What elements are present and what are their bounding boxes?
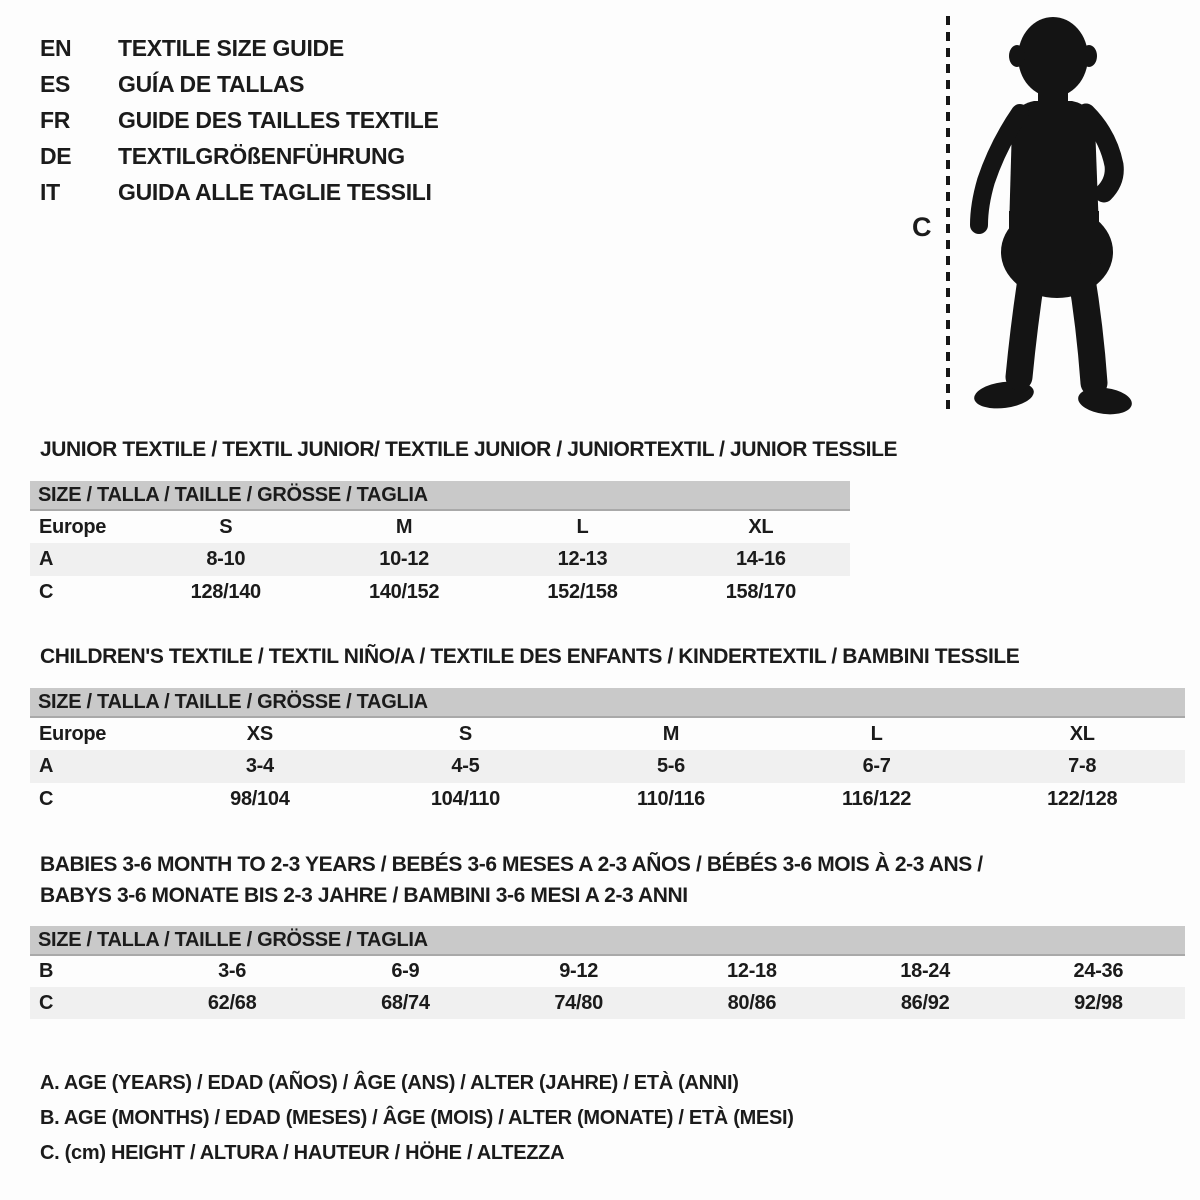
value-cell: 92/98 [1074, 991, 1123, 1014]
value-cell: 6-9 [391, 960, 420, 982]
table-row [30, 717, 1185, 750]
language-title: GUIDE DES TAILLES TEXTILE [118, 106, 439, 133]
height-measure-dashed-line [946, 16, 950, 416]
table-row [30, 783, 1185, 816]
value-cell: 3-4 [245, 755, 274, 777]
legend-line-c: C. (cm) HEIGHT / ALTURA / HAUTEUR / HÖHE / ALTEZZA [40, 1142, 565, 1164]
row-label: B [39, 960, 54, 982]
section-title-line: BABYS 3-6 MONATE BIS 2-3 JAHRE / BAMBINI 3-6 MESI A 2-3 ANNI [40, 884, 688, 907]
value-cell: 18-24 [900, 960, 950, 982]
size-cell: S [219, 515, 233, 538]
section-title-line: BABIES 3-6 MONTH TO 2-3 YEARS / BEBÉS 3-6 MESES A 2-3 AÑOS / BÉBÉS 3-6 MOIS À 2-3 ANS / [40, 853, 983, 876]
size-header-band [30, 481, 850, 510]
table-row [30, 987, 1185, 1019]
children-size-table [30, 688, 1185, 816]
section-title-line: JUNIOR TEXTILE / TEXTIL JUNIOR/ TEXTILE JUNIOR / JUNIORTEXTIL / JUNIOR TESSILE [40, 438, 898, 461]
value-cell: 122/128 [1047, 788, 1118, 810]
size-header-label: SIZE / TALLA / TAILLE / GRÖSSE / TAGLIA [30, 481, 850, 510]
language-code: IT [40, 178, 60, 205]
value-cell: 4-5 [451, 755, 480, 777]
row-label: A [39, 755, 54, 777]
language-title: TEXTILE SIZE GUIDE [118, 34, 344, 61]
babies-size-table [30, 926, 1185, 1019]
value-cell: 68/74 [381, 991, 430, 1014]
value-cell: 3-6 [218, 960, 247, 982]
language-row [40, 174, 439, 210]
value-cell: 7-8 [1068, 755, 1097, 777]
language-row [40, 138, 439, 174]
size-header-band [30, 688, 1185, 717]
value-cell: 8-10 [206, 548, 246, 570]
size-cell: L [870, 722, 883, 745]
value-cell: 24-36 [1073, 960, 1124, 982]
table-row [30, 576, 850, 609]
value-cell: 10-12 [379, 548, 429, 570]
value-cell: 12-18 [727, 960, 777, 982]
junior-size-table [30, 481, 850, 609]
value-cell: 12-13 [557, 548, 608, 570]
size-cell: M [662, 722, 680, 745]
value-cell: 152/158 [547, 581, 618, 603]
value-cell: 86/92 [900, 991, 950, 1014]
language-code: FR [40, 106, 71, 133]
table-row [30, 543, 850, 576]
language-code: ES [40, 70, 71, 97]
size-cell: M [395, 515, 413, 538]
value-cell: 14-16 [735, 548, 786, 570]
table-row [30, 510, 850, 543]
row-label: C [39, 581, 54, 603]
table-row [30, 955, 1185, 987]
section-title-line: CHILDREN'S TEXTILE / TEXTIL NIÑO/A / TEXTILE DES ENFANTS / KINDERTEXTIL / BAMBINI TESSILE [40, 645, 1020, 668]
size-cell: XL [748, 515, 774, 538]
value-cell: 128/140 [190, 581, 261, 603]
row-label: Europe [39, 722, 107, 745]
size-cell: S [458, 722, 472, 745]
children-section-title [40, 641, 1019, 672]
language-title: GUÍA DE TALLAS [118, 70, 305, 97]
value-cell: 98/104 [230, 788, 290, 810]
language-title: TEXTILGRÖßENFÜHRUNG [118, 142, 405, 169]
measurement-legend [40, 1066, 794, 1171]
language-code: EN [40, 34, 72, 61]
value-cell: 158/170 [725, 581, 796, 603]
size-cell: XS [246, 722, 273, 745]
language-row [40, 66, 439, 102]
size-header-label: SIZE / TALLA / TAILLE / GRÖSSE / TAGLIA [30, 926, 1185, 955]
language-row [40, 30, 439, 66]
language-code: DE [40, 142, 72, 169]
value-cell: 104/110 [430, 788, 500, 810]
row-label: C [39, 991, 54, 1014]
row-label: A [39, 548, 54, 570]
value-cell: 140/152 [369, 581, 440, 603]
size-cell: XL [1069, 722, 1095, 745]
value-cell: 6-7 [862, 755, 891, 777]
size-cell: L [576, 515, 589, 538]
value-cell: 116/122 [842, 788, 912, 810]
value-cell: 62/68 [207, 991, 257, 1014]
language-title: GUIDA ALLE TAGLIE TESSILI [118, 178, 432, 205]
value-cell: 110/116 [636, 788, 705, 810]
legend-line-b: B. AGE (MONTHS) / EDAD (MESES) / ÂGE (MOIS) / ALTER (MONATE) / ETÀ (MESI) [40, 1107, 794, 1129]
height-measure-label: C [912, 212, 932, 242]
toddler-silhouette-icon [968, 14, 1140, 418]
row-label: Europe [39, 515, 107, 538]
babies-section-title [40, 849, 983, 911]
language-row [40, 102, 439, 138]
value-cell: 80/86 [727, 991, 777, 1014]
value-cell: 9-12 [559, 960, 599, 982]
junior-section-title [40, 434, 897, 465]
table-row [30, 750, 1185, 783]
row-label: C [39, 788, 54, 810]
size-header-label: SIZE / TALLA / TAILLE / GRÖSSE / TAGLIA [30, 688, 1185, 717]
legend-line-a: A. AGE (YEARS) / EDAD (AÑOS) / ÂGE (ANS) / ALTER (JAHRE) / ETÀ (ANNI) [40, 1072, 739, 1094]
language-title-list [40, 30, 439, 210]
value-cell: 74/80 [554, 991, 603, 1014]
size-header-band [30, 926, 1185, 955]
value-cell: 5-6 [656, 755, 685, 777]
